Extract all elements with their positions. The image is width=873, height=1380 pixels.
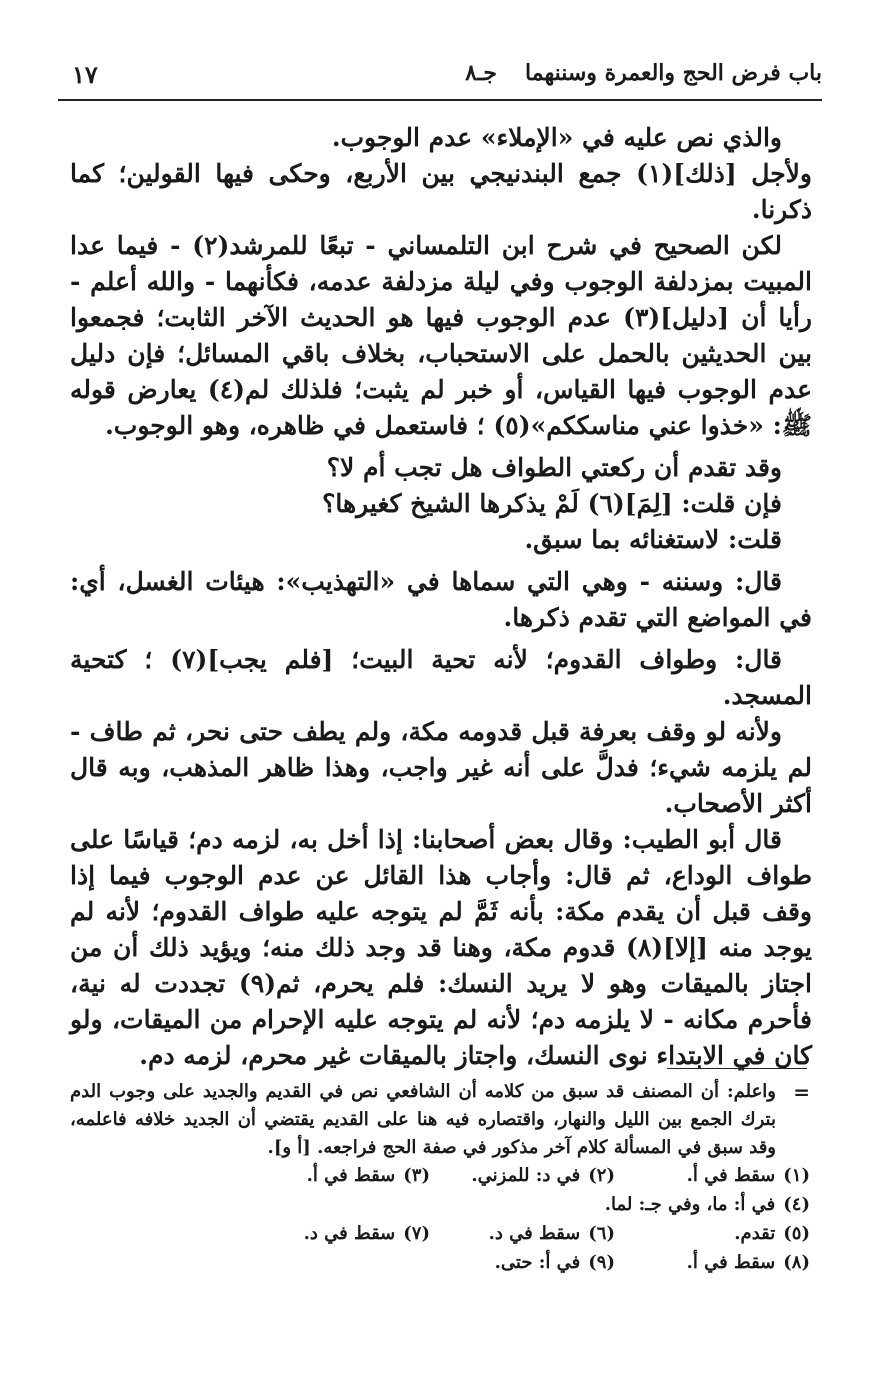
- footnote-number: (٤): [783, 1194, 810, 1215]
- footnote-text: في أ: ما، وفي جـ: لما.: [604, 1194, 776, 1215]
- footnote-text: تقدم.: [734, 1223, 776, 1244]
- volume-number: جـ٨: [465, 60, 497, 86]
- continued-marker: =: [793, 1080, 810, 1104]
- footnote-5: [734, 1220, 810, 1248]
- paragraph: قال: وسننه - وهي التي سماها في «التهذيب»: هيئات الغسل، أي: في المواضع التي تقدم ذكرها.: [70, 567, 812, 632]
- footnote-row: [70, 1162, 810, 1191]
- footnote-text: في د: للمزني.: [471, 1165, 581, 1186]
- footnote-rule: [667, 1068, 807, 1069]
- footnote-number: (٥): [783, 1223, 810, 1244]
- footnote-continued: [70, 1078, 810, 1162]
- footnote-continued-text: واعلم: أن المصنف قد سبق من كلامه أن الشافعي نص في القديم والجديد على وجوب الدم بترك الجمع بين الليل والنهار، واقتصاره فيه هنا على القديم يقتضي أن الجديد خلافه فاعلمه، وقد سبق في المسألة كلام آخر مذكور في صفة الحج فراجعه. [أ و].: [70, 1081, 776, 1158]
- footnote-row: [70, 1191, 810, 1220]
- footnote-2: [471, 1162, 615, 1190]
- paragraph: ولأجل [ذلك](١) جمع البندنيجي بين الأربع، وحكى فيها القولين؛ كما ذكرنا.: [70, 159, 812, 224]
- footnote-number: (٨): [783, 1252, 810, 1273]
- footnote-number: (٦): [588, 1223, 615, 1244]
- header-rule: [58, 99, 822, 101]
- footnote-3: [307, 1162, 430, 1190]
- running-title: باب فرض الحج والعمرة وسننهما: [525, 60, 822, 86]
- paragraph: قال: وطواف القدوم؛ لأنه تحية البيت؛ [فلم يجب](٧) ؛ كتحية المسجد.: [70, 645, 812, 710]
- footnote-8: [687, 1249, 810, 1277]
- footnote-row: [70, 1220, 810, 1249]
- footnote-number: (٢): [588, 1165, 615, 1186]
- main-text: [70, 120, 812, 1080]
- page-header: [58, 56, 822, 96]
- paragraph: لكن الصحيح في شرح ابن التلمساني - تبعًا للمرشد(٢) - فيما عدا المبيت بمزدلفة الوجوب وفي ليلة مزدلفة عدمه، فكأنهما - والله أعلم - رأيا أن [دليل](٣) عدم الوجوب فيها هو الحديث الآخر الثابت؛ فجمعوا بين الحديثين بالحمل على الاستحباب، بخلاف باقي المسائل؛ فإن دليل عدم الوجوب فيها القياس، أو خبر لم يثبت؛ فلذلك لم(٤) يعارض قوله ﷺ: «خذوا عني مناسككم»(٥) ؛ فاستعمل في ظاهره، وهو الوجوب.: [70, 231, 812, 440]
- footnote-4: [605, 1191, 810, 1219]
- paragraph: قلت: لاستغنائه بما سبق.: [524, 525, 782, 554]
- paragraph: ولأنه لو وقف بعرفة قبل قدومه مكة، ولم يطف حتى نحر، ثم طاف - لم يلزمه شيء؛ فدلَّ على أنه غير واجب، وهذا ظاهر المذهب، وبه قال أكثر الأصحاب.: [70, 717, 812, 818]
- paragraph: قال أبو الطيب: وقال بعض أصحابنا: إذا أخل به، لزمه دم؛ قياسًا على طواف الوداع، ثم قال: وأجاب هذا القائل عن عدم الوجوب فيما إذا وقف قبل أن يقدم مكة: بأنه ثَمَّ لم يتوجه عليه طواف القدوم؛ لأنه لم يوجد منه [إلا](٨) قدوم مكة، وهنا قد وجد ذلك منه؛ ويؤيد ذلك أن من اجتاز بالميقات وهو لا يريد النسك: فلم يحرم، ثم(٩) تجددت له نية، فأحرم مكانه - لا يلزمه دم؛ لأنه لم يتوجه عليه الإحرام من الميقات، ولو كان في الابتداء نوى النسك، واجتاز بالميقات غير محرم، لزمه دم.: [70, 825, 812, 1070]
- footnote-text: سقط في أ.: [306, 1165, 396, 1186]
- footnote-text: في أ: حتى.: [494, 1252, 581, 1273]
- footnote-number: (٣): [403, 1165, 430, 1186]
- footnote-number: (٧): [403, 1223, 430, 1244]
- paragraph: فإن قلت: [لِمَ](٦) لَمْ يذكرها الشيخ كغيرها؟: [322, 489, 782, 518]
- footnote-1: [687, 1162, 810, 1190]
- footnote-6: [489, 1220, 615, 1248]
- page-number: ١٧: [72, 60, 98, 89]
- footnote-row: [70, 1249, 810, 1278]
- paragraph: والذي نص عليه في «الإملاء» عدم الوجوب.: [331, 123, 782, 152]
- footnote-number: (٩): [588, 1252, 615, 1273]
- footnote-7: [304, 1220, 430, 1248]
- footnote-text: سقط في د.: [303, 1223, 396, 1244]
- footnote-9: [495, 1249, 615, 1277]
- footnotes: [70, 1078, 810, 1278]
- paragraph: وقد تقدم أن ركعتي الطواف هل تجب أم لا؟: [326, 453, 782, 482]
- footnote-text: سقط في أ.: [686, 1165, 776, 1186]
- footnote-text: سقط في أ.: [686, 1252, 776, 1273]
- footnote-text: سقط في د.: [488, 1223, 581, 1244]
- footnote-number: (١): [783, 1165, 810, 1186]
